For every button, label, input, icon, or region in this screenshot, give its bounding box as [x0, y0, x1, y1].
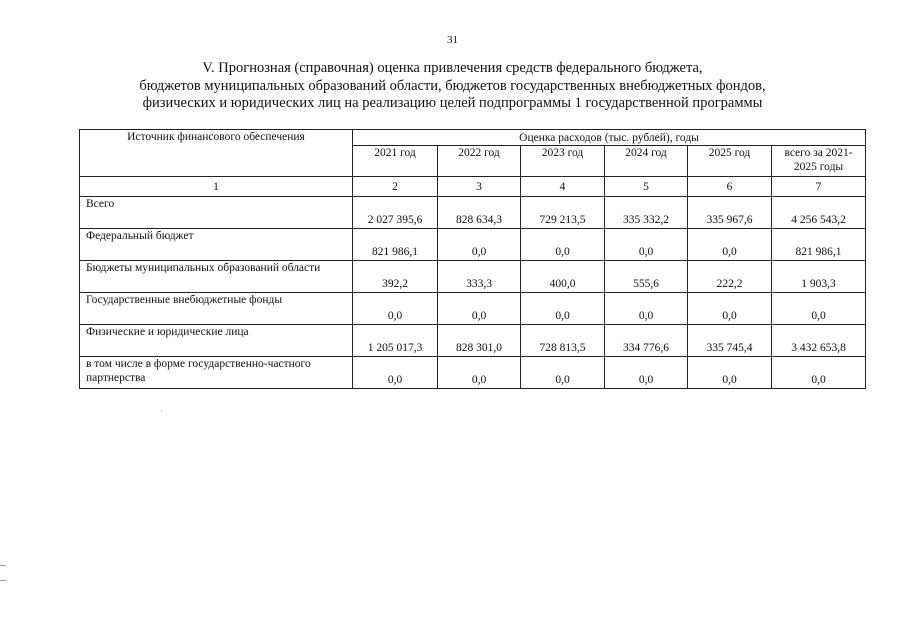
row-label: Всего	[80, 197, 353, 229]
cell-value: 222,2	[688, 261, 772, 293]
year-header: 2021 год	[353, 146, 438, 177]
cell-value: 0,0	[688, 293, 772, 325]
column-index: 3	[438, 177, 521, 197]
cell-value: 1 903,3	[772, 261, 866, 293]
column-index: 5	[605, 177, 688, 197]
table-row	[80, 293, 866, 325]
column-index: 4	[521, 177, 605, 197]
cell-value: 0,0	[772, 357, 866, 389]
cell-value: 4 256 543,2	[772, 197, 866, 229]
column-index: 7	[772, 177, 866, 197]
table-row	[80, 357, 866, 389]
cell-value: 555,6	[605, 261, 688, 293]
cell-value: 821 986,1	[772, 229, 866, 261]
cell-value: 0,0	[438, 229, 521, 261]
cell-value: 828 634,3	[438, 197, 521, 229]
row-label: Физические и юридические лица	[80, 325, 353, 357]
cell-value: 2 027 395,6	[353, 197, 438, 229]
cell-value: 828 301,0	[438, 325, 521, 357]
table-row	[80, 197, 866, 229]
cell-value: 0,0	[772, 293, 866, 325]
cell-value: 392,2	[353, 261, 438, 293]
title-line-3: физических и юридических лиц на реализацию целей подпрограммы 1 государственной программы	[142, 95, 763, 111]
column-index: 6	[688, 177, 772, 197]
cell-value: 0,0	[605, 357, 688, 389]
cell-value: 821 986,1	[353, 229, 438, 261]
row-label: Федеральный бюджет	[80, 229, 353, 261]
cell-value: 0,0	[521, 357, 605, 389]
year-header: 2023 год	[521, 146, 605, 177]
row-label: в том числе в форме государственно-частного партнерства	[80, 357, 353, 389]
column-index: 1	[80, 177, 353, 197]
cell-value: 0,0	[438, 357, 521, 389]
financing-table	[79, 129, 866, 389]
total-years-header: всего за 2021-2025 годы	[772, 146, 866, 177]
cell-value: 0,0	[353, 357, 438, 389]
cell-value: 335 332,2	[605, 197, 688, 229]
cell-value: 0,0	[521, 229, 605, 261]
row-label: Бюджеты муниципальных образований области	[80, 261, 353, 293]
estimate-header: Оценка расходов (тыс. рублей), годы	[353, 130, 866, 146]
page-number: 31	[447, 34, 458, 46]
table-row	[80, 325, 866, 357]
year-header: 2025 год	[688, 146, 772, 177]
title-line-2: бюджетов муниципальных образований области, бюджетов государственных внебюджетных фондов,	[139, 77, 766, 94]
scan-speck: ·	[160, 407, 163, 416]
cell-value: 3 432 653,8	[772, 325, 866, 357]
cell-value: 333,3	[438, 261, 521, 293]
margin-mark	[0, 565, 6, 581]
cell-value: 335 745,4	[688, 325, 772, 357]
cell-value: 0,0	[438, 293, 521, 325]
cell-value: 335 967,6	[688, 197, 772, 229]
year-header: 2024 год	[605, 146, 688, 177]
cell-value: 0,0	[688, 229, 772, 261]
cell-value: 400,0	[521, 261, 605, 293]
cell-value: 0,0	[521, 293, 605, 325]
table-row	[80, 261, 866, 293]
section-title	[90, 60, 815, 113]
source-header: Источник финансового обеспечения	[80, 130, 353, 177]
cell-value: 0,0	[605, 293, 688, 325]
cell-value: 0,0	[605, 229, 688, 261]
year-header: 2022 год	[438, 146, 521, 177]
title-line-1: V. Прогнозная (справочная) оценка привлечения средств федерального бюджета,	[202, 60, 703, 76]
cell-value: 1 205 017,3	[353, 325, 438, 357]
column-index-row	[80, 177, 866, 197]
cell-value: 334 776,6	[605, 325, 688, 357]
cell-value: 0,0	[688, 357, 772, 389]
table-row	[80, 229, 866, 261]
cell-value: 728 813,5	[521, 325, 605, 357]
cell-value: 0,0	[353, 293, 438, 325]
column-index: 2	[353, 177, 438, 197]
row-label: Государственные внебюджетные фонды	[80, 293, 353, 325]
cell-value: 729 213,5	[521, 197, 605, 229]
